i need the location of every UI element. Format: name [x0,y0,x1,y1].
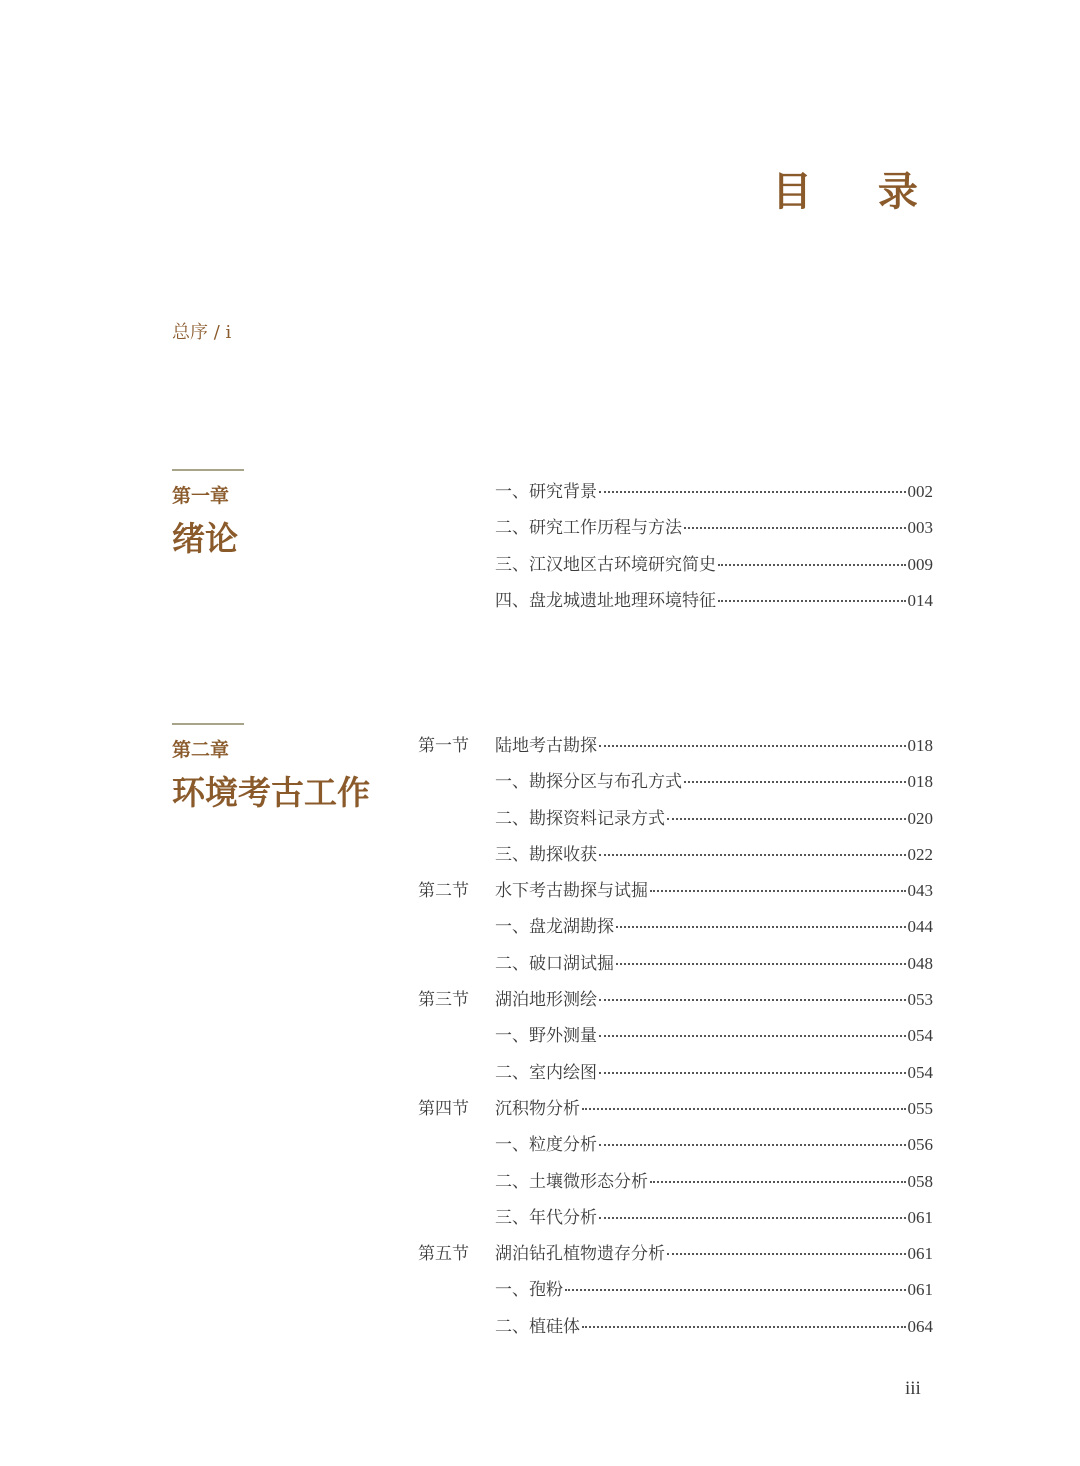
toc-page-number: 054 [907,1062,933,1082]
toc-entry-label: 一、粒度分析 [495,1135,597,1156]
toc-page-number: 044 [907,917,933,937]
dot-leader [599,1034,906,1037]
dot-leader [667,1252,906,1255]
toc-entry-label: 湖泊钻孔植物遗存分析 [495,1244,665,1265]
toc-entry[interactable] [418,949,933,985]
toc-entry[interactable] [418,477,933,513]
toc-page-number: 002 [907,482,933,501]
dot-leader [599,1216,906,1219]
toc-entry[interactable] [418,513,933,549]
toc-page-number: 058 [907,1171,933,1191]
dot-leader [565,1288,906,1291]
toc-entry-label: 一、野外测量 [495,1026,597,1047]
toc-entry-label: 一、盘龙湖勘探 [495,917,614,938]
toc-entry[interactable] [418,804,933,840]
toc-section-number: 第二节 [418,881,469,902]
dot-leader [599,1071,906,1074]
dot-leader [616,962,906,965]
chapter-2-heading [172,723,370,813]
toc-entry-label: 湖泊地形测绘 [495,990,597,1011]
toc-page-number: 018 [907,772,933,792]
toc-page-number: 061 [907,1207,933,1227]
toc-entry-label: 二、土壤微形态分析 [495,1171,648,1192]
dot-leader [684,780,906,783]
toc-entry[interactable] [418,767,933,803]
toc-entry[interactable] [418,550,933,586]
chapter-1-toc [418,477,933,622]
chapter-divider [172,723,244,725]
chapter-number: 第二章 [172,739,230,761]
toc-entry[interactable] [418,1203,933,1239]
dot-leader [650,889,906,892]
toc-page-number: 054 [907,1026,933,1046]
toc-entry[interactable] [418,840,933,876]
dot-leader [599,1143,906,1146]
toc-page-number: 020 [907,808,933,828]
dot-leader [582,1107,906,1110]
dot-leader [616,925,906,928]
toc-section-entry[interactable] [418,985,933,1021]
toc-section-entry[interactable] [418,1239,933,1275]
toc-page-number: 061 [907,1280,933,1300]
toc-entry-label: 陆地考古勘探 [495,736,597,756]
toc-entry[interactable] [418,1275,933,1311]
toc-entry-label: 三、江汉地区古环境研究简史 [495,554,716,575]
dot-leader [667,817,906,820]
toc-entry[interactable] [418,586,933,622]
toc-section-number: 第三节 [418,990,469,1011]
page-folio: iii [905,1378,921,1399]
toc-entry-label: 四、盘龙城遗址地理环境特征 [495,590,716,611]
toc-entry[interactable] [418,1130,933,1166]
toc-section-entry[interactable] [418,876,933,912]
toc-entry-label: 二、研究工作历程与方法 [495,518,682,539]
toc-entry[interactable] [418,1058,933,1094]
chapter-divider [172,469,244,471]
toc-entry-label: 一、研究背景 [495,482,597,502]
page-title: 目 录 [772,168,944,215]
toc-page-number: 018 [907,736,933,755]
toc-entry-label: 一、孢粉 [495,1280,563,1301]
toc-entry[interactable] [418,1312,933,1348]
toc-page-number: 014 [907,590,933,610]
dot-leader [599,744,906,747]
toc-section-number: 第四节 [418,1098,469,1119]
toc-page-number: 022 [907,844,933,864]
toc-preface-link[interactable]: 总序 / i [172,322,232,343]
chapter-title: 环境考古工作 [172,773,370,812]
toc-entry[interactable] [418,1167,933,1203]
toc-page-number: 048 [907,953,933,973]
toc-page-number: 053 [907,990,933,1010]
chapter-2-toc [418,731,933,1348]
dot-leader [718,563,906,566]
toc-page-number: 055 [907,1098,933,1118]
toc-entry-label: 二、勘探资料记录方式 [495,808,665,829]
toc-entry-label: 三、勘探收获 [495,844,597,865]
toc-entry-label: 水下考古勘探与试掘 [495,881,648,902]
toc-entry-label: 三、年代分析 [495,1207,597,1228]
chapter-title: 绪论 [172,519,238,558]
dot-leader [599,998,906,1001]
dot-leader [582,1325,906,1328]
toc-entry[interactable] [418,912,933,948]
toc-entry-label: 一、勘探分区与布孔方式 [495,772,682,793]
toc-entry-label: 沉积物分析 [495,1098,580,1119]
toc-page-number: 064 [907,1316,933,1336]
toc-section-number: 第五节 [418,1244,469,1265]
chapter-number: 第一章 [172,485,230,507]
chapter-1-heading [172,469,244,559]
dot-leader [650,1180,906,1183]
dot-leader [718,599,906,602]
dot-leader [684,526,906,529]
toc-section-number: 第一节 [418,736,469,756]
toc-page-number: 043 [907,881,933,901]
toc-entry-label: 二、室内绘图 [495,1062,597,1083]
toc-page-number: 009 [907,554,933,574]
toc-entry-label: 二、植硅体 [495,1316,580,1337]
toc-entry[interactable] [418,1021,933,1057]
toc-page-number: 056 [907,1135,933,1155]
toc-entry-label: 二、破口湖试掘 [495,953,614,974]
toc-page-number: 003 [907,518,933,538]
toc-section-entry[interactable] [418,1094,933,1130]
dot-leader [599,853,906,856]
toc-section-entry[interactable] [418,731,933,767]
dot-leader [599,490,906,493]
toc-page-number: 061 [907,1244,933,1264]
